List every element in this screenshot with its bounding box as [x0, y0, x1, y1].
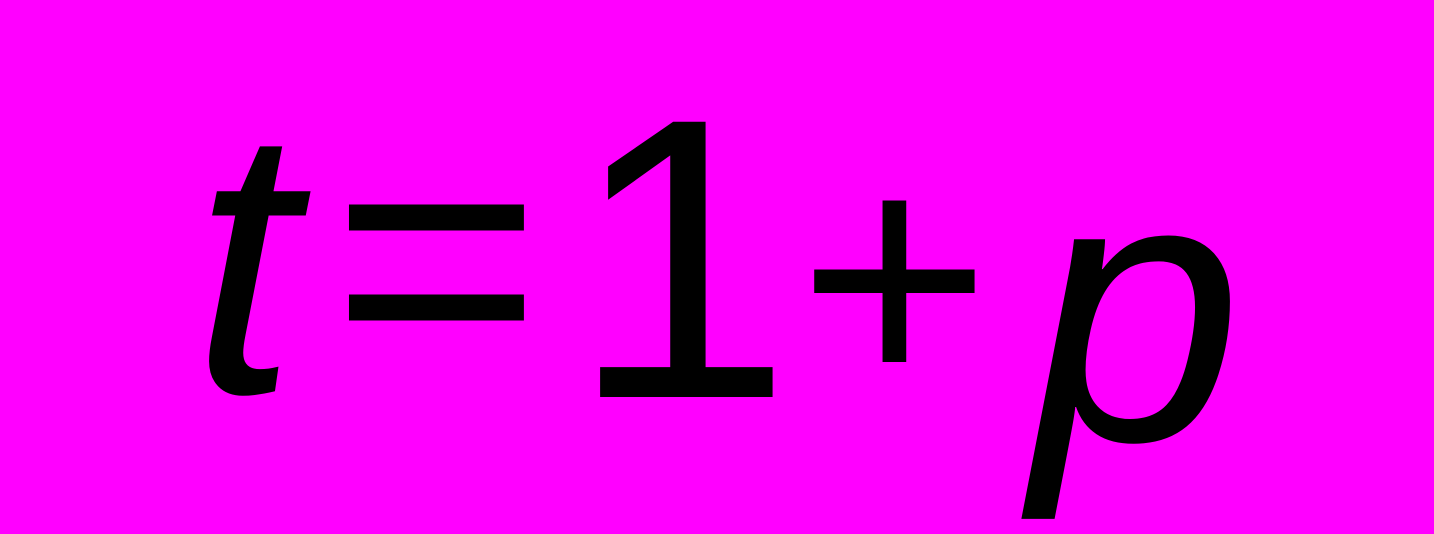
- formula-term-constant-one: 1: [569, 35, 793, 482]
- formula-operator-plus: +: [798, 92, 991, 461]
- formula-term-variable-t: t: [191, 48, 298, 473]
- formula-term-variable-p: p: [1030, 96, 1243, 521]
- formula-operator-equals: =: [331, 56, 542, 458]
